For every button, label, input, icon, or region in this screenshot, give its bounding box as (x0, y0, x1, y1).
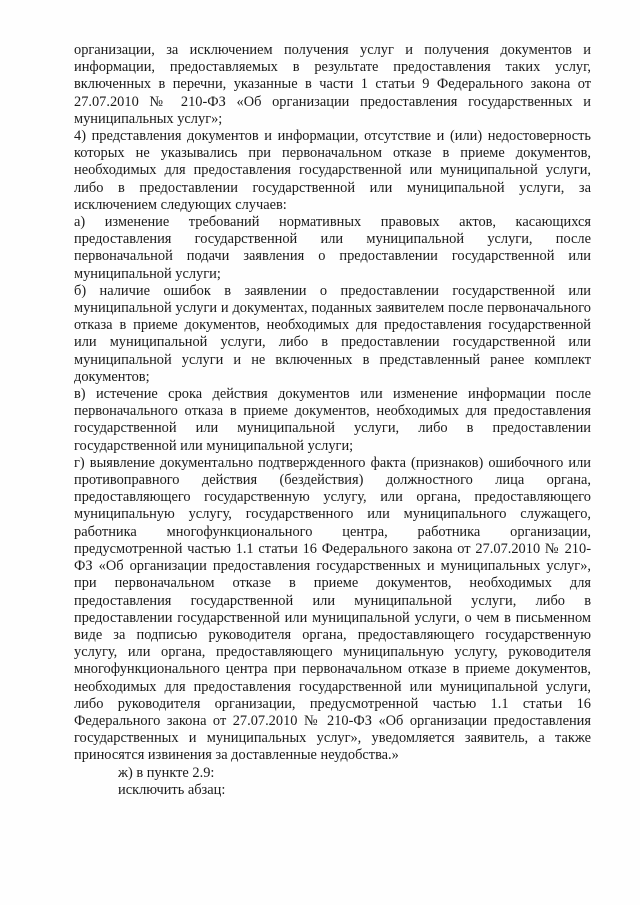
paragraph-continuation: организации, за исключением получения услуг и получения документов и информации, предоставляемых в результате предоставления таких услуг, включенных в перечни, указанные в части 1 статьи 9 Федерального закона от 27.07.2010 № 210-ФЗ «Об организации предоставления государственных и муниципальных услуг»; (74, 42, 591, 127)
document-body (74, 42, 591, 799)
paragraph-item-4: 4) представления документов и информации, отсутствие и (или) недостоверность которых не указывались при первоначальном отказе в приеме документов, необходимых для предоставления государственной или муниципальной услуги, либо в предоставлении государственной или муниципальной услуги, за исключением следующих случаев: (74, 128, 591, 213)
paragraph-item-zh: ж) в пункте 2.9: (118, 764, 215, 781)
paragraph-item-b: б) наличие ошибок в заявлении о предоставлении государственной или муниципальной услуги и документах, поданных заявителем после первоначального отказа в приеме документов, необходимых для предоставления государственной или муниципальной услуги, либо в предоставлении государственной или муниципальной услуги и не включенных в представленный ранее комплект документов; (74, 282, 591, 385)
paragraph-item-g: г) выявление документально подтвержденного факта (признаков) ошибочного или противоправного действия (бездействия) должностного лица органа, предоставляющего государственную услугу, или органа, предоставляющего муниципальную услугу, государственного или муниципального служащего, работника многофункционального центра, работника организации, предусмотренной частью 1.1 статьи 16 Федерального закона от 27.07.2010 № 210-ФЗ «Об организации предоставления государственных и муниципальных услуг», при первоначальном отказе в приеме документов, необходимых для предоставления государственной или муниципальной услуги, либо в предоставлении государственной или муниципальной услуги, о чем в письменном виде за подписью руководителя органа, предоставляющего государственную услугу, или органа, предоставляющего муниципальную услугу, руководителя многофункционального центра при первоначальном отказе в приеме документов, необходимых для предоставления государственной или муниципальной услуги, либо руководителя организации, предусмотренной частью 1.1 статьи 16 Федерального закона от 27.07.2010 № 210-ФЗ «Об организации предоставления государственных и муниципальных услуг», уведомляется заявитель, а также приносятся извинения за доставленные неудобства.» (74, 454, 591, 764)
paragraph-item-a: а) изменение требований нормативных правовых актов, касающихся предоставления государственной или муниципальной услуги, после первоначальной подачи заявления о предоставлении государственной или муниципальной услуги; (74, 214, 591, 282)
paragraph-item-v: в) истечение срока действия документов или изменение информации после первоначального отказа в приеме документов, необходимых для предоставления государственной или муниципальной услуги, либо в предоставлении государственной или муниципальной услуги; (74, 386, 591, 454)
paragraph-exclude-abzac: исключить абзац: (118, 781, 226, 798)
